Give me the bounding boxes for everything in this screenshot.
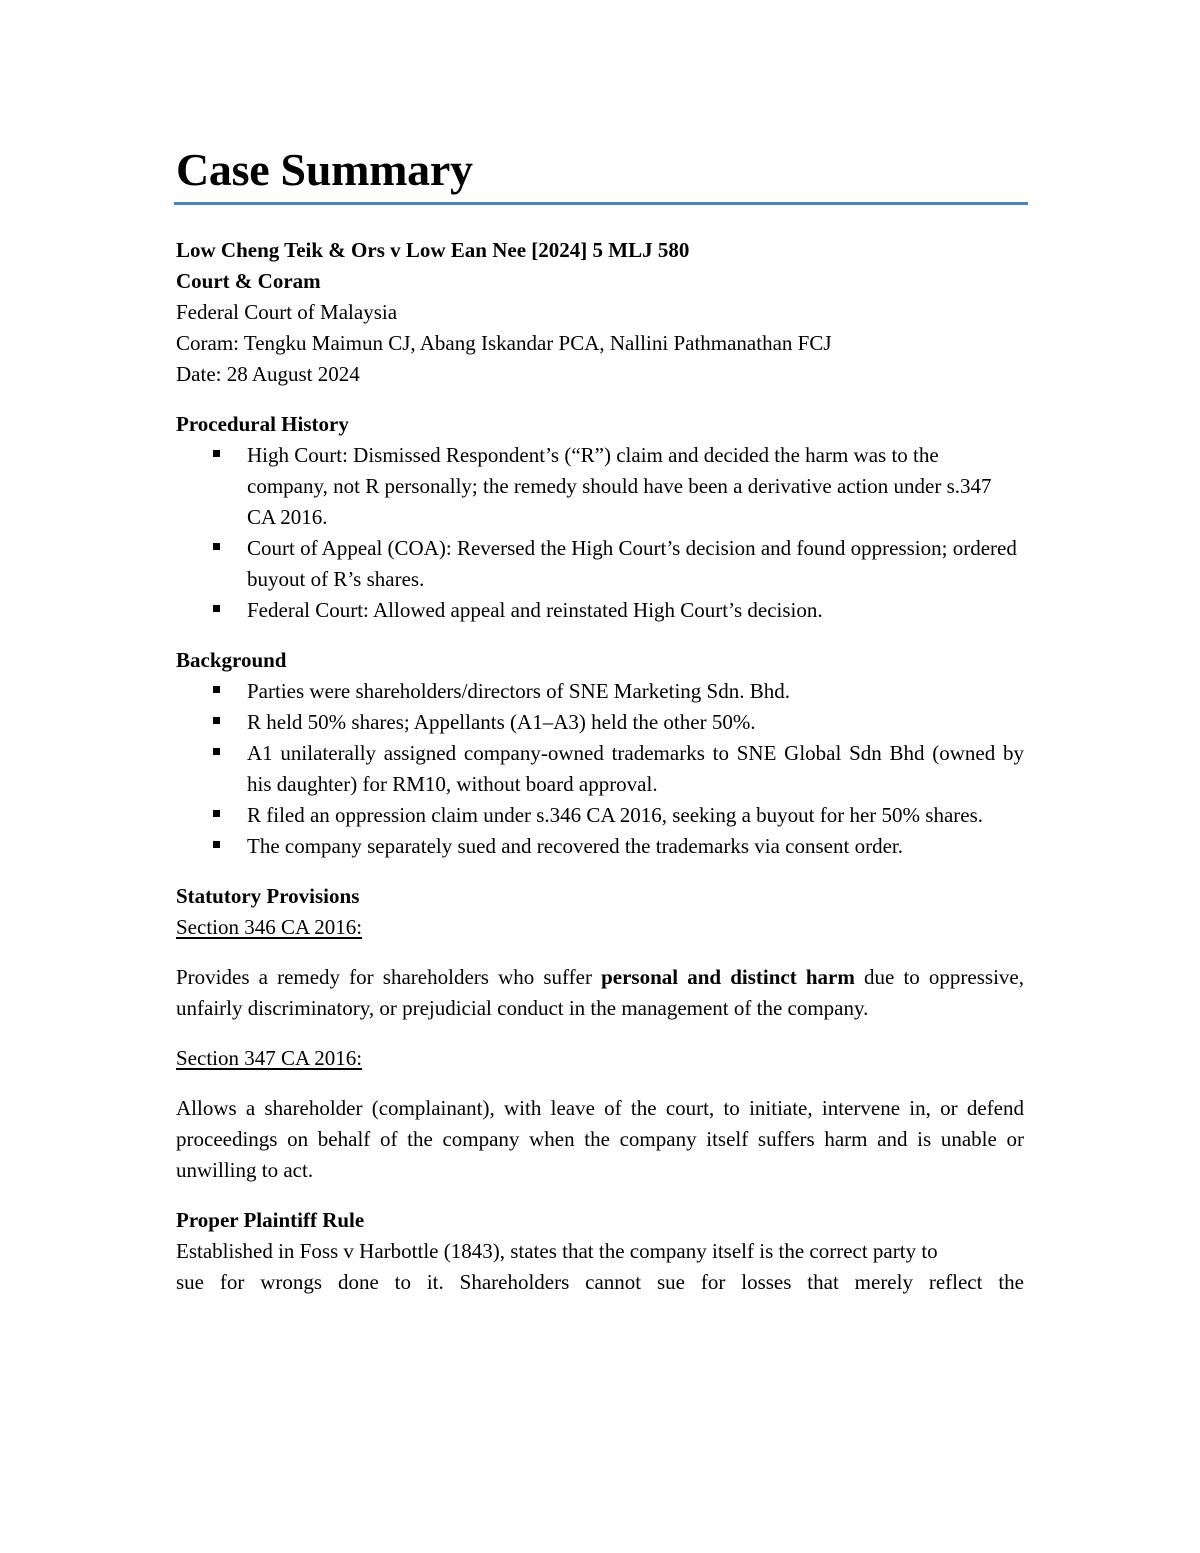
section-346-emphasis: personal and distinct harm [601,965,855,989]
list-item [176,800,1024,831]
square-bullet-icon [213,543,220,550]
square-bullet-icon [213,605,220,612]
section-346-text-before: Provides a remedy for shareholders who suffer [176,965,602,989]
court-coram-heading: Court & Coram [176,269,321,293]
list-item-text: A1 unilaterally assigned company-owned trademarks to SNE Global Sdn Bhd (owned by his daughter) for RM10, without board approval. [247,741,1024,796]
section-346-heading: Section 346 CA 2016: [176,915,363,939]
procedural-history-list [176,440,1024,626]
case-citation: Low Cheng Teik & Ors v Low Ean Nee [2024] 5 MLJ 580 [176,238,690,262]
square-bullet-icon [213,717,220,724]
list-item-text: R held 50% shares; Appellants (A1–A3) held the other 50%. [247,710,756,734]
title-underline-rule [174,202,1028,205]
section-347-heading: Section 347 CA 2016: [176,1046,363,1070]
square-bullet-icon [213,841,220,848]
list-item [176,831,1024,862]
list-item [176,738,1024,800]
list-item [176,707,1024,738]
statutory-provisions-heading: Statutory Provisions [176,884,360,908]
list-item [176,533,1024,595]
procedural-history-heading: Procedural History [176,412,349,436]
square-bullet-icon [213,748,220,755]
spacer [176,1024,1024,1043]
list-item [176,440,1024,533]
list-item [176,595,1024,626]
list-item-text: Parties were shareholders/directors of SNE Marketing Sdn. Bhd. [247,679,790,703]
background-list [176,676,1024,862]
section-346-text-after: due to oppressive, unfairly discriminatory, or prejudicial conduct in the management of the company. [176,965,1024,1020]
square-bullet-icon [213,686,220,693]
spacer [176,1186,1024,1205]
proper-plaintiff-heading: Proper Plaintiff Rule [176,1208,365,1232]
square-bullet-icon [213,810,220,817]
proper-plaintiff-text-line-1: Established in Foss v Harbottle (1843), states that the company itself is the correct party to [176,1239,938,1263]
background-heading: Background [176,648,287,672]
spacer [176,943,1024,962]
spacer [176,626,1024,645]
list-item-text: Court of Appeal (COA): Reversed the High Court’s decision and found oppression; ordered buyout of R’s shares. [247,536,1017,591]
proper-plaintiff-text-line-2: sue for wrongs done to it. Shareholders cannot sue for losses that merely reflect the [176,1270,1024,1294]
square-bullet-icon [213,450,220,457]
coram-line: Coram: Tengku Maimun CJ, Abang Iskandar PCA, Nallini Pathmanathan FCJ [176,331,832,355]
list-item-text: Federal Court: Allowed appeal and reinstated High Court’s decision. [247,598,823,622]
section-347-text: Allows a shareholder (complainant), with leave of the court, to initiate, intervene in, or defend proceedings on behalf of the company when the company itself suffers harm and is unable or unwilling to act. [176,1096,1024,1182]
court-name: Federal Court of Malaysia [176,300,398,324]
list-item-text: High Court: Dismissed Respondent’s (“R”) claim and decided the harm was to the company, not R personally; the remedy should have been a derivative action under s.347 CA 2016. [247,443,992,529]
list-item-text: R filed an oppression claim under s.346 CA 2016, seeking a buyout for her 50% shares. [247,803,984,827]
spacer [176,1074,1024,1093]
section-346-text [176,962,1024,1024]
date-line: Date: 28 August 2024 [176,362,360,386]
spacer [176,862,1024,881]
list-item-text: The company separately sued and recovered the trademarks via consent order. [247,834,903,858]
list-item [176,676,1024,707]
page-title: Case Summary [176,144,473,195]
document-body [176,235,1024,1298]
spacer [176,390,1024,409]
